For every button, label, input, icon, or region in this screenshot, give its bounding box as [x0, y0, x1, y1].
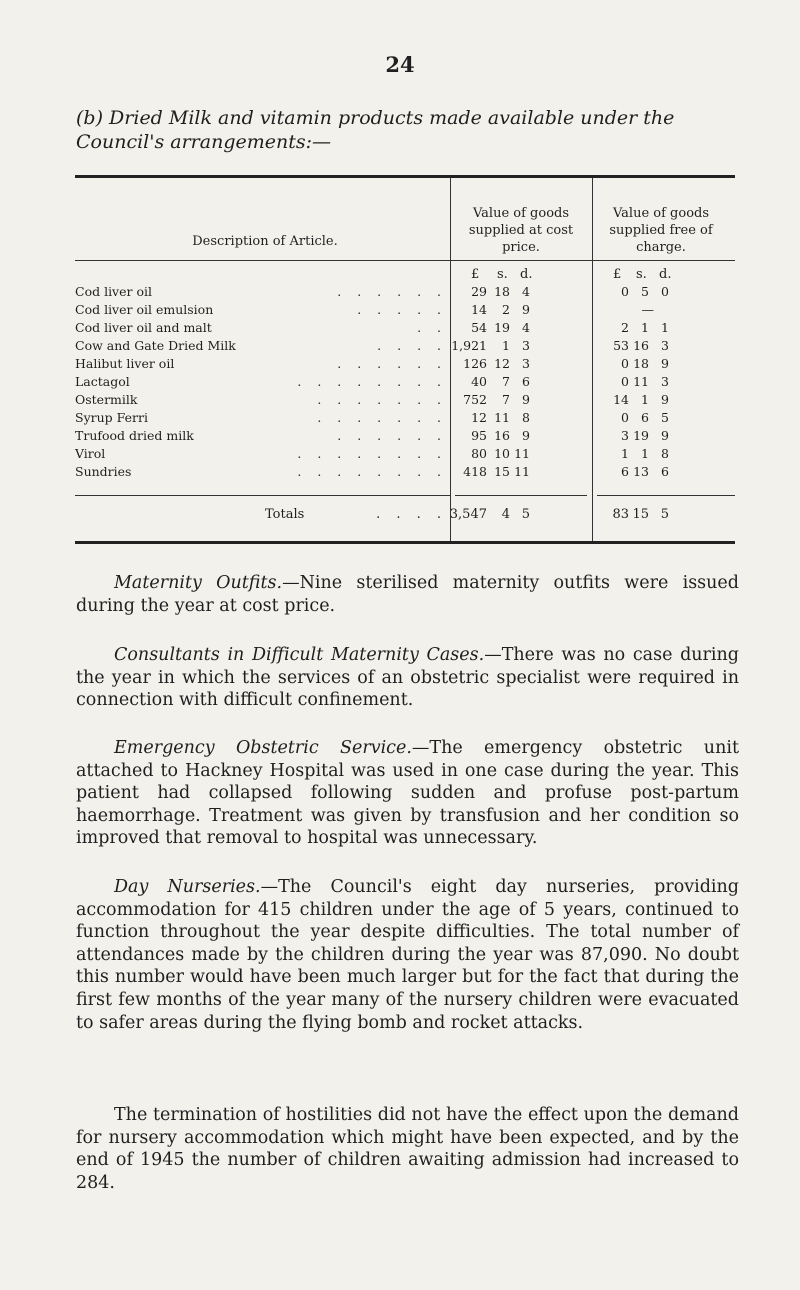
totals-label: Totals [265, 507, 305, 522]
paragraph-day-nurseries [76, 876, 739, 1034]
free-pounds: 0 [621, 410, 629, 425]
row-description: Trufood dried milk [75, 428, 194, 443]
row-description: Cod liver oil and malt [75, 320, 212, 335]
cost-pounds: 418 [463, 464, 487, 479]
leader-dots: . . . . . . . . [297, 464, 447, 479]
table-row [75, 463, 735, 481]
free-shillings: 11 [633, 374, 649, 389]
leader-dots: . . . . [376, 507, 447, 522]
cost-shillings: 16 [494, 428, 510, 443]
totals-rule-free [597, 495, 735, 496]
row-description: Sundries [75, 464, 132, 479]
cost-pence: 4 [522, 320, 530, 335]
cost-shillings: 10 [494, 446, 510, 461]
leader-dots: . . . . . . . . [297, 446, 447, 461]
cost-pounds: 95 [471, 428, 487, 443]
cost-pounds: 14 [471, 302, 487, 317]
table-bottom-rule [75, 541, 735, 544]
table-row [75, 409, 735, 427]
free-pence: 5 [661, 410, 669, 425]
table-row [75, 319, 735, 337]
cost-shillings: 12 [494, 356, 510, 371]
cost-pence: 3 [522, 338, 530, 353]
paragraph-lead: Day Nurseries. [114, 877, 261, 897]
free-pounds: 0 [621, 284, 629, 299]
cost-pence: 9 [522, 302, 530, 317]
row-description: Cod liver oil [75, 284, 152, 299]
paragraph-text: —The emergency obstetric unit attached to Hackney Hospital was used in one case during the year. This patient had collapsed following sudden and profuse post-partum haemorrhage. Treatment was given by transfusion and her condition so improved that removal to hospital was unnecessary. [76, 738, 739, 849]
cost-shillings: 11 [494, 410, 510, 425]
totals-free-pence: 5 [660, 507, 669, 522]
leader-dots: . . . . . . . [317, 392, 447, 407]
free-shillings: 5 [641, 284, 649, 299]
leader-dots: . . . . . [357, 302, 447, 317]
cost-shillings: 2 [502, 302, 510, 317]
header-free: Value of goods supplied free of charge. [609, 206, 713, 255]
table-row [75, 373, 735, 391]
cost-pence: 4 [522, 284, 530, 299]
cost-pence: 9 [522, 428, 530, 443]
paragraph-text: The termination of hostilities did not have the effect upon the demand for nursery accommodation which might have been expected, and by the end of 1945 the number of children awaiting admission had increased to 284. [76, 1105, 739, 1193]
free-pounds: 3 [621, 428, 629, 443]
leader-dots: . . . . [377, 338, 447, 353]
heading-text: Dried Milk and vitamin products made available under the Council's arrangements:— [76, 107, 675, 153]
table-row [75, 337, 735, 355]
leader-dots: . . . . . . . [317, 410, 447, 425]
cost-pounds: 12 [471, 410, 487, 425]
row-description: Lactagol [75, 374, 130, 389]
free-pence: 9 [661, 428, 669, 443]
table-row [75, 391, 735, 409]
paragraph-termination [76, 1104, 739, 1194]
free-pence: 3 [661, 338, 669, 353]
header-rule [75, 260, 735, 261]
row-description: Halibut liver oil [75, 356, 175, 371]
table-row [75, 445, 735, 463]
free-shillings: 1 [641, 392, 649, 407]
cost-shillings: 18 [494, 284, 510, 299]
page-number: 24 [385, 52, 415, 77]
free-pounds: 1 [621, 446, 629, 461]
free-pounds: 14 [613, 392, 629, 407]
free-shillings: 1 [641, 446, 649, 461]
free-pence: 3 [661, 374, 669, 389]
header-cost-price: Value of goods supplied at cost price. [468, 206, 574, 255]
row-description: Syrup Ferri [75, 410, 148, 425]
row-description: Virol [75, 446, 106, 461]
free-pence: 6 [661, 464, 669, 479]
free-pounds: 53 [613, 338, 629, 353]
free-pence: 9 [661, 356, 669, 371]
free-shillings: 19 [633, 428, 649, 443]
free-dash: — [641, 302, 654, 317]
paragraph-consultants [76, 644, 739, 712]
cost-pounds: 752 [463, 392, 487, 407]
cost-pounds: 126 [463, 356, 487, 371]
unit-shillings-free: s. [636, 267, 647, 282]
free-shillings: 16 [633, 338, 649, 353]
free-shillings: 6 [641, 410, 649, 425]
free-pounds: 0 [621, 356, 629, 371]
row-description: Cow and Gate Dried Milk [75, 338, 236, 353]
heading-prefix: (b) [76, 107, 103, 129]
paragraph-text: —The Council's eight day nurseries, providing accommodation for 415 children under the age of 5 years, continued to function throughout the year despite difficulties. The total number of attendances made by the children during the year was 87,090. No doubt this number would have been much larger but for the fact that during the first few months of the year many of the nursery children were evacuated to safer areas during the flying bomb and rocket attacks. [76, 877, 739, 1033]
cost-pounds: 29 [471, 284, 487, 299]
cost-pence: 8 [522, 410, 530, 425]
header-description: Description of Article. [192, 234, 338, 249]
free-shillings: 13 [633, 464, 649, 479]
cost-pounds: 80 [471, 446, 487, 461]
free-pence: 1 [661, 320, 669, 335]
totals-cost-pounds: 3,547 [449, 507, 487, 522]
cost-shillings: 7 [502, 374, 510, 389]
totals-rule-desc [75, 495, 450, 496]
totals-free-shillings: 15 [632, 507, 649, 522]
paragraph-emergency-obstetric [76, 737, 739, 850]
cost-pounds: 54 [471, 320, 487, 335]
free-shillings: 18 [633, 356, 649, 371]
paragraph-lead: Emergency Obstetric Service. [114, 738, 412, 758]
unit-pounds-cost: £ [471, 267, 480, 282]
cost-shillings: 15 [494, 464, 510, 479]
totals-rule-cost [455, 495, 587, 496]
row-description: Cod liver oil emulsion [75, 302, 214, 317]
paragraph-maternity-outfits [76, 572, 739, 617]
cost-pence: 11 [514, 464, 530, 479]
leader-dots: . . . . . . [337, 284, 447, 299]
cost-pence: 6 [522, 374, 530, 389]
leader-dots: . . . . . . [337, 356, 447, 371]
row-description: Ostermilk [75, 392, 138, 407]
cost-shillings: 1 [502, 338, 510, 353]
section-heading [76, 106, 741, 154]
leader-dots: . . [417, 320, 447, 335]
table-top-rule [75, 175, 735, 178]
table-row [75, 283, 735, 301]
cost-pounds: 1,921 [451, 338, 487, 353]
totals-cost-pence: 5 [521, 507, 530, 522]
unit-pence-cost: d. [520, 267, 533, 282]
free-pounds: 6 [621, 464, 629, 479]
cost-pence: 9 [522, 392, 530, 407]
cost-shillings: 19 [494, 320, 510, 335]
cost-pence: 3 [522, 356, 530, 371]
free-pounds: 0 [621, 374, 629, 389]
cost-pence: 11 [514, 446, 530, 461]
unit-pounds-free: £ [613, 267, 622, 282]
paragraph-text: —There was no case during the year in which the services of an obstetric specialist were required in connection with difficult confinement. [76, 645, 739, 711]
free-pence: 0 [661, 284, 669, 299]
leader-dots: . . . . . . [337, 428, 447, 443]
free-pence: 9 [661, 392, 669, 407]
paragraph-text: —Nine sterilised maternity outfits were issued during the year at cost price. [76, 573, 739, 616]
cost-shillings: 7 [502, 392, 510, 407]
table-row [75, 355, 735, 373]
free-pence: 8 [661, 446, 669, 461]
paragraph-lead: Maternity Outfits. [114, 573, 283, 593]
unit-pence-free: d. [659, 267, 672, 282]
table-row [75, 301, 735, 319]
free-shillings: 1 [641, 320, 649, 335]
dried-milk-table [75, 175, 735, 545]
paragraph-lead: Consultants in Difficult Maternity Cases. [114, 645, 485, 665]
free-pounds: 2 [621, 320, 629, 335]
unit-shillings-cost: s. [497, 267, 508, 282]
leader-dots: . . . . . . . . [297, 374, 447, 389]
cost-pounds: 40 [471, 374, 487, 389]
totals-cost-shillings: 4 [501, 507, 510, 522]
totals-free-pounds: 83 [612, 507, 629, 522]
totals-row [75, 505, 735, 525]
table-row [75, 427, 735, 445]
